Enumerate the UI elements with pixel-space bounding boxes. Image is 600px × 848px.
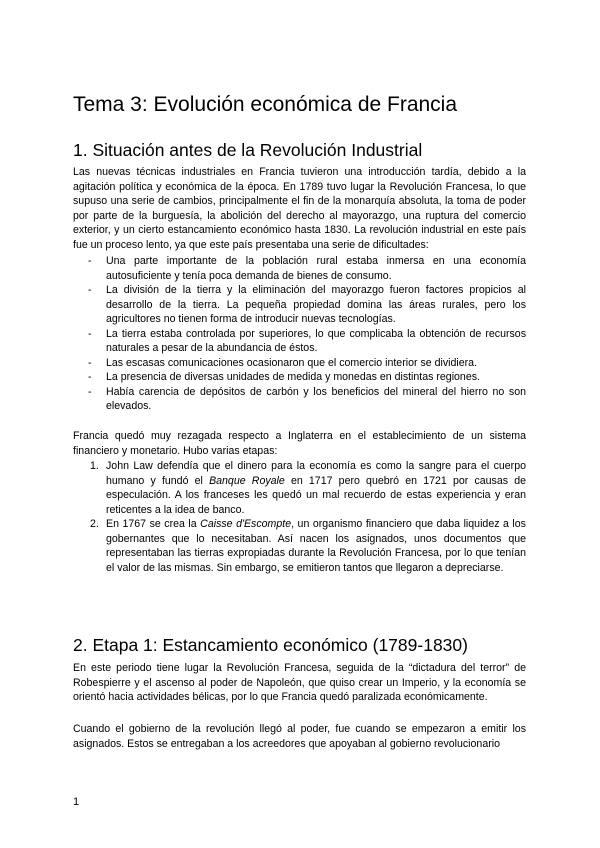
section-2-paragraph-1: En este periodo tiene lugar la Revolución Francesa, seguida de la “dictadura del terror” de Robespierre y el ascenso al poder de Napoleón, que quiso crear un Imperio, y la economía se orientó hacia actividades bélicas, por lo que Francia quedó paralizada económicamente. [73, 662, 526, 703]
page-number: 1 [73, 796, 80, 808]
list-item-text: Las escasas comunicaciones ocasionaron que el comercio interior se dividiera. [106, 356, 477, 369]
bullet-marker: - [88, 356, 92, 369]
list-item [73, 327, 526, 356]
bullet-marker: - [88, 284, 92, 296]
section-2-heading: 2. Etapa 1: Estancamiento económico (1789-1830) [73, 635, 468, 655]
list-item-text-end: , un organismo financiero que daba liquidez a los gobernantes que lo necesitaban. Así nacen los asignados, unos documentos que representaban las tierras expropiadas durante la Revolución Francesa, por lo que tenían el valor de las mismas. Sin embargo, se emitieron tantos que llegaron a depreciarse. [106, 518, 526, 574]
stages-list [73, 459, 526, 575]
section-1-intro-paragraph: Las nuevas técnicas industriales en Francia tuvieron una introducción tardía, debido a la agitación política y económica de la época. En 1789 tuvo lugar la Revolución Francesa, lo que supuso una serie de cambios, principalmente el fin de la monarquía absoluta, la toma de poder por parte de la burguesía, la abolición del derecho al mayorazgo, una ruptura del comercio exterior, y un cierto estancamiento económico hasta 1830. La revolución industrial en este país fue un proceso lento, ya que este país presentaba una serie de dificultades: [73, 166, 526, 251]
list-item-text-end: en 1717 pero quebró en 1721 por causas de especulación. A los franceses les quedó un mal recuerdo de estas experiencia y eran reticentes a la idea de banco. [106, 474, 526, 516]
list-item-text: Había carencia de depósitos de carbón y los beneficios del mineral del hierro no son elevados. [106, 385, 526, 412]
list-item-text: Una parte importante de la población rural estaba inmersa en una economía autosuficiente y tenía poca demanda de bienes de consumo. [106, 255, 526, 282]
list-item [73, 459, 526, 517]
list-item-text-start: En 1767 se crea la [106, 518, 201, 530]
bullet-marker: - [88, 255, 92, 267]
bullet-marker: - [88, 327, 92, 340]
list-item [73, 254, 526, 283]
difficulties-list [73, 254, 526, 414]
list-item [73, 356, 526, 371]
caisse-escompte-name: Caisse d'Escompte [200, 518, 292, 530]
list-number: 1. [90, 460, 99, 472]
document-title: Tema 3: Evolución económica de Francia [73, 93, 458, 116]
list-item [73, 385, 526, 414]
list-item-text: La tierra estaba controlada por superiores, lo que complicaba la obtención de recursos naturales a pesar de la abundancia de éstos. [106, 327, 526, 354]
list-item-text: La presencia de diversas unidades de medida y monedas en distintas regiones. [106, 371, 480, 383]
list-number: 2. [90, 518, 99, 530]
bullet-marker: - [88, 385, 92, 398]
list-item-text: La división de la tierra y la eliminación del mayorazgo fueron factores propicios al desarrollo de la tierra. La pequeña propiedad domina las áreas rurales, pero los agricultores no tienen forma de introducir nuevas tecnologías. [106, 284, 526, 325]
list-item [73, 517, 526, 575]
bullet-marker: - [88, 371, 92, 383]
section-2-paragraph-2: Cuando el gobierno de la revolución llegó al poder, fue cuando se empezaron a emitir los asignados. Estos se entregaban a los acreedores que apoyaban al gobierno revolucionario [73, 723, 526, 750]
banque-royale-name: Banque Royale [209, 474, 285, 487]
list-item [73, 283, 526, 327]
list-item [73, 370, 526, 385]
section-1-paragraph-2: Francia quedó muy rezagada respecto a Inglaterra en el establecimiento de un sistema financiero y monetario. Hubo varias etapas: [73, 430, 526, 457]
section-1-heading: 1. Situación antes de la Revolución Industrial [73, 140, 423, 160]
list-item-text-start: John Law defendía que el dinero para la economía es como la sangre para el cuerpo humano y fundó el [106, 460, 526, 487]
